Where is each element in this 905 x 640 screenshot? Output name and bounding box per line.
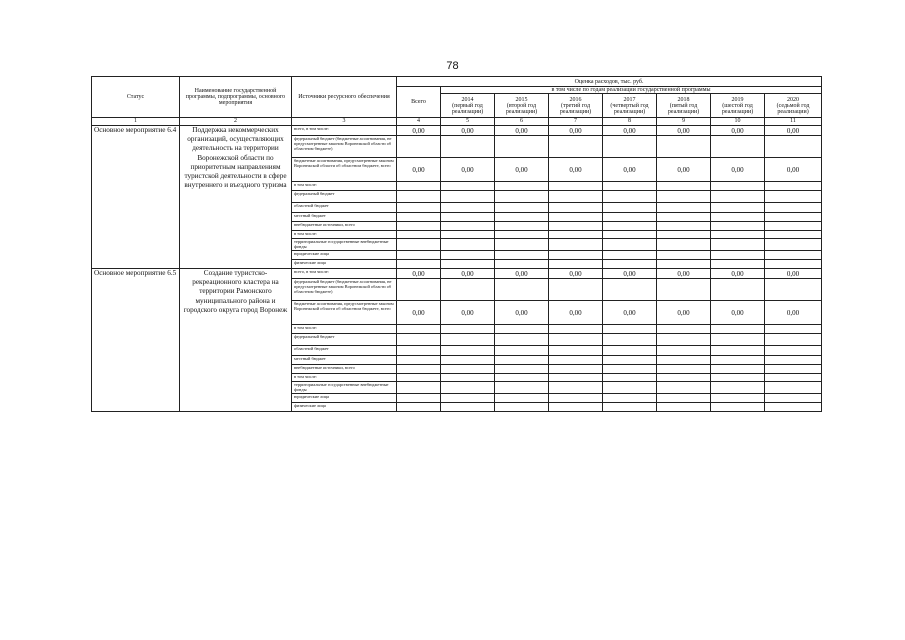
- value-cell: [495, 251, 549, 260]
- header-name: Наименование государственной программы, подпрограммы, основного мероприятия: [180, 77, 292, 118]
- value-cell: 0,00: [549, 158, 603, 182]
- value-cell: [495, 382, 549, 394]
- value-cell: [657, 356, 711, 365]
- value-cell: [765, 394, 822, 403]
- source-label: федеральный бюджет: [292, 334, 397, 346]
- value-cell: 0,00: [657, 301, 711, 325]
- value-cell: [549, 365, 603, 374]
- value-cell: [765, 365, 822, 374]
- value-cell: [549, 382, 603, 394]
- header-year-2018: [657, 94, 711, 118]
- value-cell: [441, 222, 495, 231]
- value-cell: [441, 231, 495, 239]
- value-cell: [441, 182, 495, 191]
- value-cell: [657, 346, 711, 356]
- value-cell: [495, 260, 549, 269]
- value-cell: [549, 325, 603, 334]
- value-cell: [603, 239, 657, 251]
- value-cell: [657, 239, 711, 251]
- value-cell: [711, 222, 765, 231]
- table-row: [92, 269, 822, 279]
- value-cell: 0,00: [441, 158, 495, 182]
- value-cell: 0,00: [549, 269, 603, 279]
- value-cell: [657, 213, 711, 222]
- value-cell: [765, 239, 822, 251]
- value-cell: [495, 191, 549, 203]
- value-cell: [549, 346, 603, 356]
- year-label: (шестой год реализации): [721, 102, 754, 115]
- source-label: физические лица: [292, 260, 397, 269]
- source-label: федеральный бюджет (бюджетные ассигнования, не предусмотренные законом Воронежской области об областном бюджете): [292, 279, 397, 301]
- value-cell: 0,00: [549, 126, 603, 136]
- value-cell: [397, 251, 441, 260]
- source-label: местный бюджет: [292, 356, 397, 365]
- source-label: бюджетные ассигнования, предусмотренные законом Воронежской области об областном бюджете, всего: [292, 158, 397, 182]
- value-cell: [549, 213, 603, 222]
- value-cell: [495, 222, 549, 231]
- value-cell: [397, 260, 441, 269]
- value-cell: [603, 382, 657, 394]
- value-cell: [603, 213, 657, 222]
- source-label: в том числе:: [292, 182, 397, 191]
- year-label: (седьмой год реализации): [776, 102, 810, 115]
- value-cell: [549, 239, 603, 251]
- value-cell: [711, 182, 765, 191]
- value-cell: [765, 191, 822, 203]
- header-total: Всего: [397, 87, 441, 118]
- value-cell: [441, 346, 495, 356]
- year-label: (пятый год реализации): [667, 102, 700, 115]
- header-year-2020: [765, 94, 822, 118]
- value-cell: [549, 260, 603, 269]
- value-cell: [711, 203, 765, 213]
- source-label: областной бюджет: [292, 346, 397, 356]
- page-number: 78: [446, 60, 459, 72]
- value-cell: [549, 356, 603, 365]
- source-label: бюджетные ассигнования, предусмотренные законом Воронежской области об областном бюджете, всего: [292, 301, 397, 325]
- value-cell: [441, 136, 495, 158]
- year-label: (четвертый год реализации): [610, 102, 649, 115]
- value-cell: [549, 279, 603, 301]
- value-cell: [765, 279, 822, 301]
- value-cell: [549, 136, 603, 158]
- source-label: в том числе:: [292, 374, 397, 382]
- value-cell: [441, 213, 495, 222]
- column-index-row: [92, 118, 822, 126]
- value-cell: [603, 334, 657, 346]
- header-year-2016: [549, 94, 603, 118]
- value-cell: [765, 382, 822, 394]
- value-cell: [657, 365, 711, 374]
- value-cell: [495, 231, 549, 239]
- source-label: юридические лица: [292, 394, 397, 403]
- value-cell: [549, 334, 603, 346]
- value-cell: 0,00: [711, 269, 765, 279]
- year-number: 2014: [461, 96, 474, 103]
- value-cell: [397, 203, 441, 213]
- value-cell: [441, 394, 495, 403]
- value-cell: [549, 403, 603, 412]
- value-cell: 0,00: [441, 126, 495, 136]
- source-label: территориальные государственные внебюджетные фонды: [292, 239, 397, 251]
- value-cell: [441, 403, 495, 412]
- column-index: 6: [495, 118, 549, 126]
- year-number: 2016: [569, 96, 582, 103]
- value-cell: [765, 334, 822, 346]
- value-cell: [765, 203, 822, 213]
- source-label: федеральный бюджет (бюджетные ассигнования, не предусмотренные законом Воронежской области об областном бюджете): [292, 136, 397, 158]
- value-cell: [495, 365, 549, 374]
- value-cell: 0,00: [397, 158, 441, 182]
- value-cell: [711, 356, 765, 365]
- value-cell: [765, 260, 822, 269]
- value-cell: 0,00: [711, 301, 765, 325]
- table-row: [92, 126, 822, 136]
- value-cell: [603, 231, 657, 239]
- value-cell: [495, 279, 549, 301]
- header-year-2017: [603, 94, 657, 118]
- value-cell: [711, 231, 765, 239]
- value-cell: [495, 346, 549, 356]
- value-cell: [397, 365, 441, 374]
- value-cell: [495, 203, 549, 213]
- value-cell: [397, 136, 441, 158]
- value-cell: [441, 356, 495, 365]
- value-cell: [441, 334, 495, 346]
- value-cell: [603, 251, 657, 260]
- value-cell: [711, 239, 765, 251]
- year-label: (второй год реализации): [505, 102, 538, 115]
- value-cell: [441, 239, 495, 251]
- source-label: внебюджетные источники, всего: [292, 222, 397, 231]
- value-cell: [711, 365, 765, 374]
- value-cell: [711, 382, 765, 394]
- measure-status: Основное мероприятие 6.5: [92, 269, 180, 412]
- value-cell: 0,00: [397, 269, 441, 279]
- column-index: 8: [603, 118, 657, 126]
- source-label: внебюджетные источники, всего: [292, 365, 397, 374]
- value-cell: [657, 394, 711, 403]
- measure-status: Основное мероприятие 6.4: [92, 126, 180, 269]
- table-body: [92, 126, 822, 412]
- value-cell: [603, 346, 657, 356]
- column-index: 7: [549, 118, 603, 126]
- column-index: 1: [92, 118, 180, 126]
- value-cell: [711, 394, 765, 403]
- value-cell: [397, 346, 441, 356]
- value-cell: 0,00: [495, 158, 549, 182]
- value-cell: [397, 325, 441, 334]
- value-cell: [441, 325, 495, 334]
- value-cell: [657, 403, 711, 412]
- value-cell: [765, 251, 822, 260]
- value-cell: [657, 251, 711, 260]
- value-cell: 0,00: [441, 269, 495, 279]
- value-cell: [765, 231, 822, 239]
- column-index: 10: [711, 118, 765, 126]
- value-cell: [657, 382, 711, 394]
- budget-table: [91, 76, 822, 412]
- value-cell: 0,00: [765, 269, 822, 279]
- measure-name: Создание туристско-рекреационного кластера на территории Рамонского муниципального района и городского округа город Воронеж: [180, 269, 292, 412]
- value-cell: 0,00: [765, 126, 822, 136]
- source-label: территориальные государственные внебюджетные фонды: [292, 382, 397, 394]
- value-cell: [397, 403, 441, 412]
- value-cell: [711, 136, 765, 158]
- year-number: 2017: [623, 96, 636, 103]
- value-cell: [441, 382, 495, 394]
- value-cell: 0,00: [657, 158, 711, 182]
- value-cell: [603, 136, 657, 158]
- header-year-2019: [711, 94, 765, 118]
- value-cell: 0,00: [495, 301, 549, 325]
- value-cell: [549, 394, 603, 403]
- source-label: местный бюджет: [292, 213, 397, 222]
- source-label: федеральный бюджет: [292, 191, 397, 203]
- value-cell: [603, 222, 657, 231]
- column-index: 11: [765, 118, 822, 126]
- value-cell: 0,00: [711, 158, 765, 182]
- value-cell: 0,00: [397, 126, 441, 136]
- value-cell: [657, 222, 711, 231]
- value-cell: [603, 374, 657, 382]
- source-label: в том числе:: [292, 231, 397, 239]
- value-cell: [441, 203, 495, 213]
- value-cell: [711, 403, 765, 412]
- value-cell: [495, 182, 549, 191]
- value-cell: [711, 279, 765, 301]
- value-cell: [711, 213, 765, 222]
- value-cell: [441, 260, 495, 269]
- value-cell: 0,00: [657, 126, 711, 136]
- value-cell: [549, 191, 603, 203]
- value-cell: [397, 382, 441, 394]
- value-cell: [441, 251, 495, 260]
- value-cell: [657, 182, 711, 191]
- value-cell: [765, 356, 822, 365]
- header-cost: Оценка расходов, тыс. руб.: [397, 77, 822, 87]
- value-cell: [549, 222, 603, 231]
- measure-name: Поддержка некоммерческих организаций, осуществляющих деятельность на территории Воронежской области по приоритетным направлениям туристской деятельности в сфере внутреннего и въездного туризма: [180, 126, 292, 269]
- value-cell: [711, 346, 765, 356]
- value-cell: [495, 394, 549, 403]
- value-cell: [657, 203, 711, 213]
- value-cell: [549, 374, 603, 382]
- value-cell: [657, 325, 711, 334]
- source-label: областной бюджет: [292, 203, 397, 213]
- value-cell: 0,00: [495, 269, 549, 279]
- year-label: (первый год реализации): [451, 102, 484, 115]
- value-cell: [603, 260, 657, 269]
- value-cell: [603, 403, 657, 412]
- value-cell: [711, 334, 765, 346]
- value-cell: [711, 251, 765, 260]
- column-index: 2: [180, 118, 292, 126]
- value-cell: 0,00: [397, 301, 441, 325]
- value-cell: [441, 365, 495, 374]
- column-index: 9: [657, 118, 711, 126]
- value-cell: [397, 394, 441, 403]
- value-cell: 0,00: [603, 269, 657, 279]
- value-cell: 0,00: [711, 126, 765, 136]
- value-cell: 0,00: [765, 158, 822, 182]
- value-cell: [495, 334, 549, 346]
- year-number: 2020: [787, 96, 800, 103]
- value-cell: [657, 191, 711, 203]
- value-cell: [603, 279, 657, 301]
- value-cell: [603, 191, 657, 203]
- value-cell: 0,00: [603, 126, 657, 136]
- value-cell: [603, 325, 657, 334]
- value-cell: [657, 334, 711, 346]
- header-source: Источники ресурсного обеспечения: [292, 77, 397, 118]
- column-index: 3: [292, 118, 397, 126]
- header-year-2015: [495, 94, 549, 118]
- value-cell: [495, 356, 549, 365]
- value-cell: [495, 239, 549, 251]
- value-cell: [495, 325, 549, 334]
- year-number: 2019: [731, 96, 744, 103]
- value-cell: [549, 182, 603, 191]
- value-cell: [765, 346, 822, 356]
- value-cell: [549, 203, 603, 213]
- value-cell: [765, 374, 822, 382]
- value-cell: [441, 191, 495, 203]
- value-cell: [397, 239, 441, 251]
- value-cell: [657, 374, 711, 382]
- value-cell: [657, 231, 711, 239]
- column-index: 5: [441, 118, 495, 126]
- value-cell: [397, 334, 441, 346]
- value-cell: [657, 260, 711, 269]
- year-label: (третий год реализации): [559, 102, 592, 115]
- value-cell: [397, 279, 441, 301]
- value-cell: [765, 325, 822, 334]
- value-cell: [765, 182, 822, 191]
- value-cell: [397, 213, 441, 222]
- value-cell: [603, 356, 657, 365]
- value-cell: [765, 213, 822, 222]
- header-by-year: в том числе по годам реализации государственной программы: [441, 87, 822, 94]
- value-cell: [657, 136, 711, 158]
- value-cell: [441, 279, 495, 301]
- source-label: всего, в том числе:: [292, 126, 397, 136]
- source-label: в том числе:: [292, 325, 397, 334]
- value-cell: [495, 136, 549, 158]
- source-label: физические лица: [292, 403, 397, 412]
- value-cell: [603, 365, 657, 374]
- header-status: Статус: [92, 77, 180, 118]
- value-cell: [441, 374, 495, 382]
- value-cell: [397, 374, 441, 382]
- value-cell: [549, 251, 603, 260]
- value-cell: [397, 231, 441, 239]
- value-cell: [397, 191, 441, 203]
- value-cell: 0,00: [549, 301, 603, 325]
- value-cell: [711, 374, 765, 382]
- value-cell: [657, 279, 711, 301]
- value-cell: [603, 182, 657, 191]
- source-label: юридические лица: [292, 251, 397, 260]
- value-cell: [765, 222, 822, 231]
- column-index: 4: [397, 118, 441, 126]
- source-label: всего, в том числе:: [292, 269, 397, 279]
- value-cell: [549, 231, 603, 239]
- value-cell: 0,00: [495, 126, 549, 136]
- value-cell: [765, 403, 822, 412]
- header-year-2014: [441, 94, 495, 118]
- value-cell: 0,00: [657, 269, 711, 279]
- value-cell: 0,00: [603, 301, 657, 325]
- value-cell: [711, 260, 765, 269]
- value-cell: [603, 394, 657, 403]
- value-cell: [495, 403, 549, 412]
- value-cell: [397, 182, 441, 191]
- value-cell: [397, 356, 441, 365]
- value-cell: [603, 203, 657, 213]
- value-cell: [765, 136, 822, 158]
- value-cell: 0,00: [765, 301, 822, 325]
- value-cell: [495, 213, 549, 222]
- year-number: 2018: [677, 96, 690, 103]
- value-cell: [495, 374, 549, 382]
- year-number: 2015: [515, 96, 528, 103]
- value-cell: 0,00: [603, 158, 657, 182]
- value-cell: [397, 222, 441, 231]
- value-cell: [711, 191, 765, 203]
- value-cell: 0,00: [441, 301, 495, 325]
- value-cell: [711, 325, 765, 334]
